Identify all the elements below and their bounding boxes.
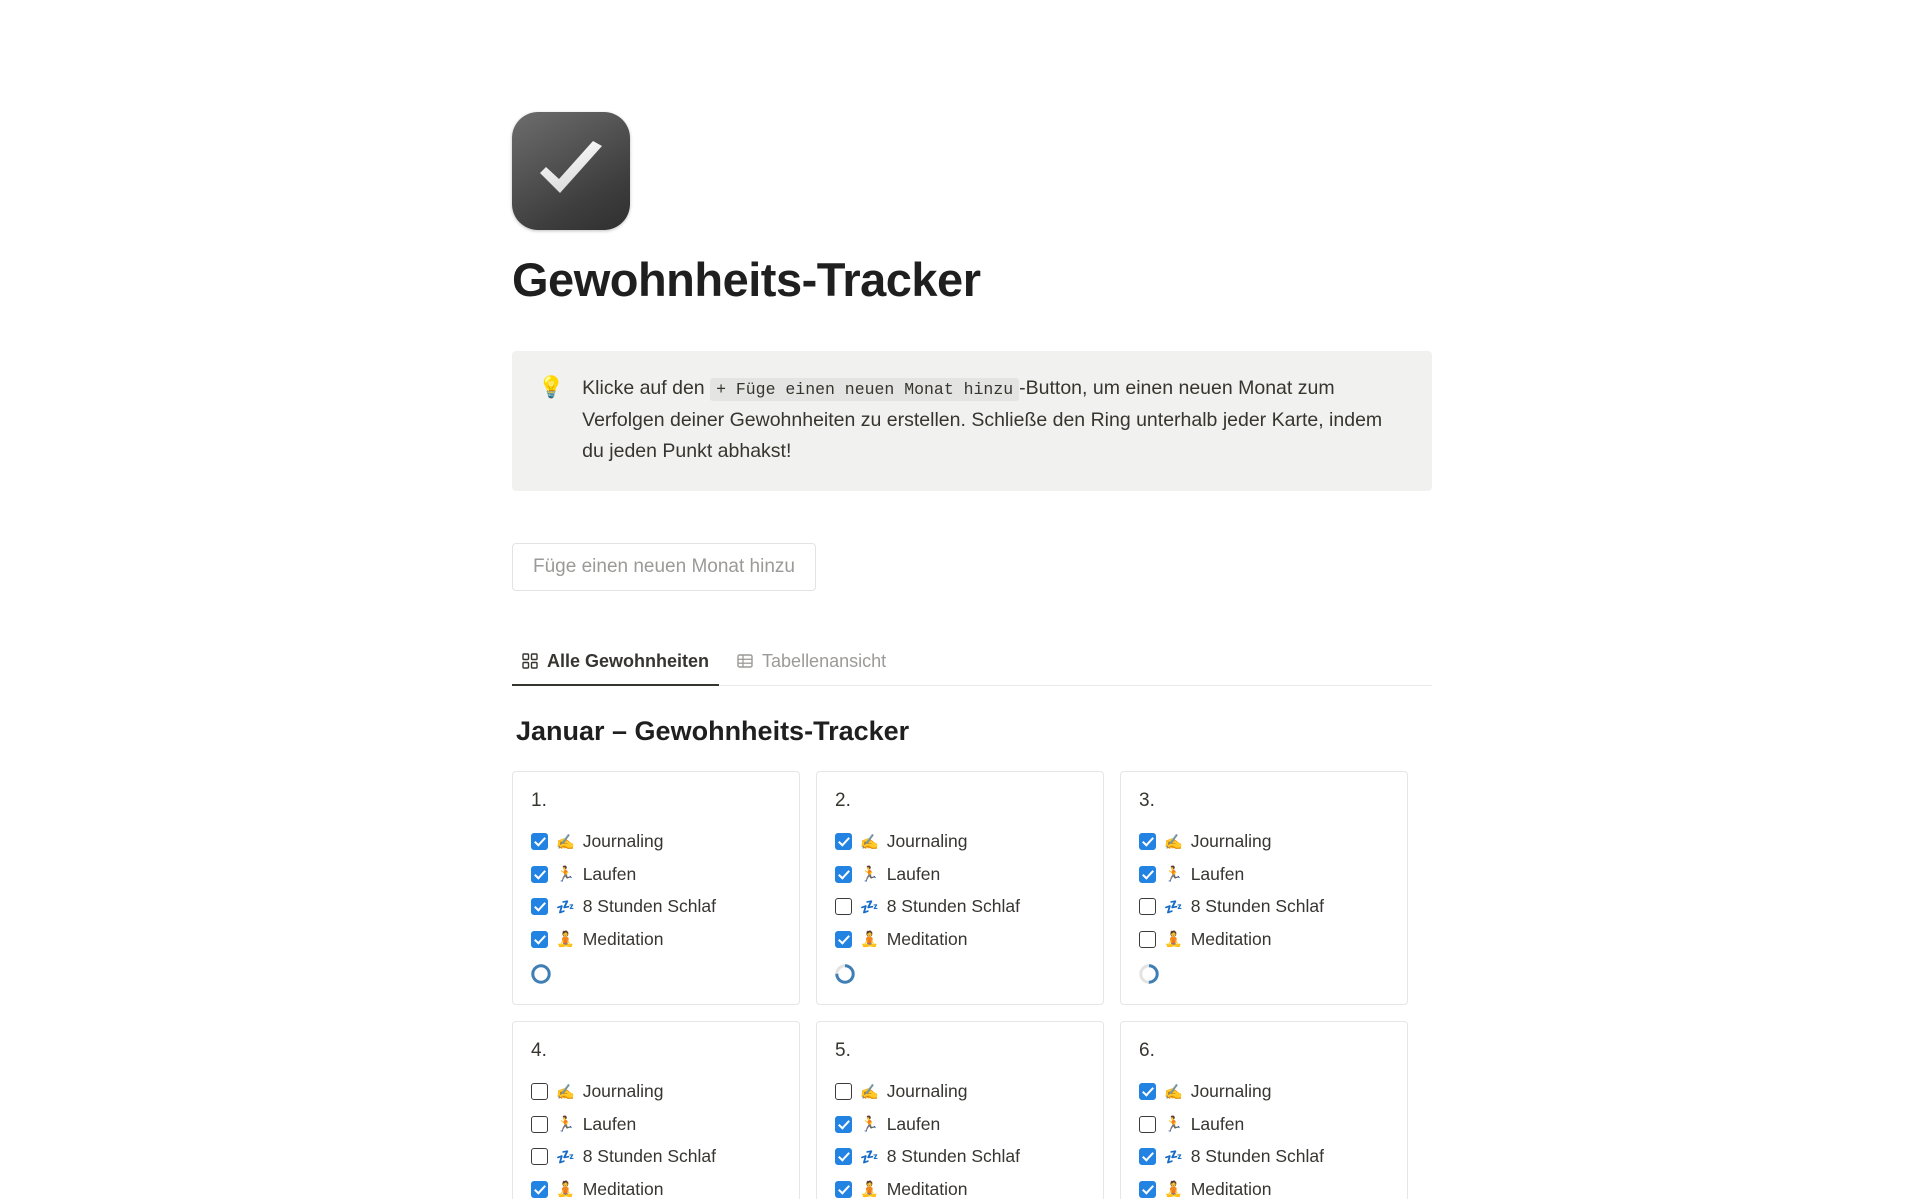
habit-row-meditation bbox=[531, 923, 781, 956]
progress-ring bbox=[835, 964, 855, 984]
habit-emoji-journaling: ✍️ bbox=[860, 833, 879, 851]
progress-ring bbox=[1139, 964, 1159, 984]
habit-emoji-laufen: 🏃 bbox=[1164, 1116, 1183, 1134]
table-view-icon bbox=[737, 653, 753, 669]
habit-row-schlaf bbox=[531, 891, 781, 924]
habit-row-schlaf bbox=[1139, 891, 1389, 924]
callout-text-after: -Button, um einen neuen Monat zum Verfolgen deiner Gewohnheiten zu erstellen. Schließe den Ring unterhalb jeder Karte, indem du jeden Punkt abhakst! bbox=[582, 376, 1383, 462]
habit-row-schlaf bbox=[835, 1141, 1085, 1174]
habit-row-journaling bbox=[1139, 1076, 1389, 1109]
habit-row-journaling bbox=[835, 1076, 1085, 1109]
habit-card-title: 2. bbox=[835, 789, 851, 811]
view-tabs bbox=[512, 645, 1432, 686]
habit-cards-grid bbox=[512, 771, 1432, 1199]
habit-card-title: 1. bbox=[531, 789, 547, 811]
habit-label: Meditation bbox=[1190, 928, 1272, 949]
habit-checkbox-laufen[interactable] bbox=[531, 866, 548, 883]
habit-row-laufen bbox=[1139, 858, 1389, 891]
callout-text bbox=[582, 373, 1406, 467]
habit-emoji-journaling: ✍️ bbox=[1164, 1083, 1183, 1101]
habit-checkbox-meditation[interactable] bbox=[835, 931, 852, 948]
lightbulb-icon: 💡 bbox=[538, 375, 565, 399]
habit-row-meditation bbox=[531, 1173, 781, 1199]
page-content bbox=[512, 0, 1432, 1199]
habit-emoji-journaling: ✍️ bbox=[556, 1083, 575, 1101]
habit-checkbox-schlaf[interactable] bbox=[1139, 898, 1156, 915]
habit-label: Meditation bbox=[886, 1178, 968, 1199]
habit-emoji-journaling: ✍️ bbox=[1164, 833, 1183, 851]
habit-row-laufen bbox=[531, 858, 781, 891]
habit-emoji-schlaf: 💤 bbox=[860, 898, 879, 916]
tab-label: Tabellenansicht bbox=[762, 650, 887, 671]
progress-ring bbox=[531, 964, 551, 984]
habit-checkbox-journaling[interactable] bbox=[531, 833, 548, 850]
habit-emoji-laufen: 🏃 bbox=[1164, 866, 1183, 884]
habit-emoji-journaling: ✍️ bbox=[556, 833, 575, 851]
habit-emoji-laufen: 🏃 bbox=[556, 866, 575, 884]
habit-emoji-meditation: 🧘 bbox=[860, 1181, 879, 1199]
habit-row-laufen bbox=[531, 1108, 781, 1141]
habit-checkbox-journaling[interactable] bbox=[835, 1083, 852, 1100]
habit-checkbox-laufen[interactable] bbox=[835, 866, 852, 883]
habit-label: Journaling bbox=[582, 831, 664, 852]
habit-label: Laufen bbox=[886, 1113, 941, 1134]
grid-view-icon bbox=[522, 653, 538, 669]
habit-card-title: 4. bbox=[531, 1039, 547, 1061]
habit-emoji-laufen: 🏃 bbox=[860, 866, 879, 884]
habit-label: Meditation bbox=[886, 928, 968, 949]
habit-card-title: 5. bbox=[835, 1039, 851, 1061]
habit-emoji-schlaf: 💤 bbox=[556, 898, 575, 916]
habit-label: 8 Stunden Schlaf bbox=[582, 896, 716, 917]
habit-emoji-laufen: 🏃 bbox=[860, 1116, 879, 1134]
habit-card bbox=[512, 771, 800, 1005]
habit-row-journaling bbox=[531, 1076, 781, 1109]
habit-emoji-meditation: 🧘 bbox=[556, 931, 575, 949]
info-callout bbox=[512, 351, 1432, 491]
habit-row-journaling bbox=[531, 826, 781, 859]
habit-emoji-meditation: 🧘 bbox=[556, 1181, 575, 1199]
page-title: Gewohnheits-Tracker bbox=[512, 253, 981, 306]
habit-checkbox-meditation[interactable] bbox=[1139, 1181, 1156, 1198]
habit-label: Journaling bbox=[582, 1081, 664, 1102]
habit-row-meditation bbox=[1139, 1173, 1389, 1199]
habit-checkbox-schlaf[interactable] bbox=[835, 898, 852, 915]
habit-card bbox=[816, 1021, 1104, 1199]
habit-checkbox-journaling[interactable] bbox=[1139, 1083, 1156, 1100]
habit-row-meditation bbox=[835, 1173, 1085, 1199]
habit-card bbox=[1120, 1021, 1408, 1199]
habit-emoji-meditation: 🧘 bbox=[1164, 1181, 1183, 1199]
habit-emoji-schlaf: 💤 bbox=[1164, 1148, 1183, 1166]
habit-checkbox-laufen[interactable] bbox=[1139, 866, 1156, 883]
habit-label: 8 Stunden Schlaf bbox=[886, 1146, 1020, 1167]
habit-row-meditation bbox=[1139, 923, 1389, 956]
tab-label: Alle Gewohnheiten bbox=[547, 650, 710, 671]
habit-row-meditation bbox=[835, 923, 1085, 956]
callout-code-chip: + Füge einen neuen Monat hinzu bbox=[710, 378, 1019, 401]
habit-label: Journaling bbox=[1190, 831, 1272, 852]
habit-label: Journaling bbox=[1190, 1081, 1272, 1102]
habit-checkbox-laufen[interactable] bbox=[835, 1116, 852, 1133]
habit-label: Laufen bbox=[886, 863, 941, 884]
checkmark-app-icon bbox=[512, 112, 630, 230]
habit-label: Laufen bbox=[1190, 863, 1245, 884]
section-title: Januar – Gewohnheits-Tracker bbox=[516, 715, 910, 746]
tab-tabellenansicht[interactable] bbox=[727, 645, 896, 686]
habit-label: 8 Stunden Schlaf bbox=[1190, 1146, 1324, 1167]
habit-label: Laufen bbox=[582, 863, 637, 884]
habit-emoji-journaling: ✍️ bbox=[860, 1083, 879, 1101]
habit-checkbox-meditation[interactable] bbox=[531, 1181, 548, 1198]
habit-checkbox-journaling[interactable] bbox=[531, 1083, 548, 1100]
habit-checkbox-laufen[interactable] bbox=[1139, 1116, 1156, 1133]
habit-checkbox-schlaf[interactable] bbox=[835, 1148, 852, 1165]
habit-row-schlaf bbox=[835, 891, 1085, 924]
habit-card-title: 3. bbox=[1139, 789, 1155, 811]
habit-row-laufen bbox=[835, 858, 1085, 891]
habit-checkbox-journaling[interactable] bbox=[1139, 833, 1156, 850]
habit-checkbox-laufen[interactable] bbox=[531, 1116, 548, 1133]
habit-emoji-schlaf: 💤 bbox=[556, 1148, 575, 1166]
habit-emoji-meditation: 🧘 bbox=[1164, 931, 1183, 949]
habit-label: Journaling bbox=[886, 831, 968, 852]
habit-checkbox-schlaf[interactable] bbox=[531, 898, 548, 915]
habit-checkbox-schlaf[interactable] bbox=[531, 1148, 548, 1165]
habit-checkbox-meditation[interactable] bbox=[531, 931, 548, 948]
habit-emoji-schlaf: 💤 bbox=[1164, 898, 1183, 916]
tab-alle-gewohnheiten[interactable] bbox=[512, 645, 719, 686]
habit-emoji-schlaf: 💤 bbox=[860, 1148, 879, 1166]
habit-label: 8 Stunden Schlaf bbox=[1190, 896, 1324, 917]
habit-label: Laufen bbox=[1190, 1113, 1245, 1134]
habit-label: Meditation bbox=[582, 1178, 664, 1199]
progress-ring-wrapper bbox=[835, 956, 1085, 984]
habit-card bbox=[816, 771, 1104, 1005]
habit-label: Journaling bbox=[886, 1081, 968, 1102]
habit-label: Meditation bbox=[1190, 1178, 1272, 1199]
habit-row-journaling bbox=[835, 826, 1085, 859]
habit-row-journaling bbox=[1139, 826, 1389, 859]
habit-emoji-meditation: 🧘 bbox=[860, 931, 879, 949]
habit-card bbox=[1120, 771, 1408, 1005]
habit-card bbox=[512, 1021, 800, 1199]
habit-emoji-laufen: 🏃 bbox=[556, 1116, 575, 1134]
habit-label: Meditation bbox=[582, 928, 664, 949]
progress-ring-wrapper bbox=[1139, 956, 1389, 984]
habit-checkbox-meditation[interactable] bbox=[835, 1181, 852, 1198]
habit-label: 8 Stunden Schlaf bbox=[886, 896, 1020, 917]
habit-row-laufen bbox=[1139, 1108, 1389, 1141]
habit-checkbox-meditation[interactable] bbox=[1139, 931, 1156, 948]
progress-ring-wrapper bbox=[531, 956, 781, 984]
add-month-button[interactable]: Füge einen neuen Monat hinzu bbox=[512, 543, 816, 591]
callout-text-before: Klicke auf den bbox=[582, 376, 705, 399]
habit-row-schlaf bbox=[531, 1141, 781, 1174]
habit-label: 8 Stunden Schlaf bbox=[582, 1146, 716, 1167]
habit-row-laufen bbox=[835, 1108, 1085, 1141]
habit-label: Laufen bbox=[582, 1113, 637, 1134]
habit-checkbox-schlaf[interactable] bbox=[1139, 1148, 1156, 1165]
habit-card-title: 6. bbox=[1139, 1039, 1155, 1061]
habit-checkbox-journaling[interactable] bbox=[835, 833, 852, 850]
habit-row-schlaf bbox=[1139, 1141, 1389, 1174]
